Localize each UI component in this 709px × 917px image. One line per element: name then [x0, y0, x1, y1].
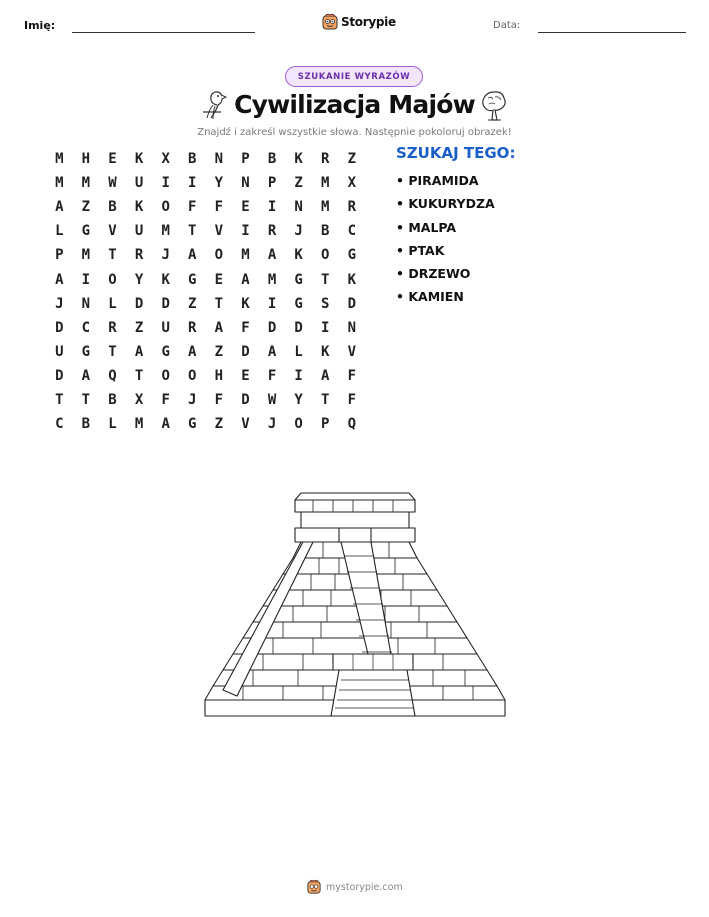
page-title: Cywilizacja Majów — [234, 90, 475, 119]
grid-letter: P — [321, 416, 330, 433]
grid-letter: M — [81, 175, 91, 192]
grid-letter: U — [55, 343, 64, 360]
grid-letter: D — [55, 319, 64, 336]
grid-letter: A — [188, 343, 197, 360]
grid-letter: Z — [214, 416, 224, 433]
grid-letter: L — [294, 343, 303, 360]
grid-letter: A — [267, 343, 277, 360]
grid-letter: V — [347, 343, 357, 360]
grid-letter: V — [214, 223, 224, 240]
grid-letter: A — [321, 367, 330, 384]
grid-letter: D — [241, 343, 250, 360]
grid-letter: D — [161, 295, 170, 312]
grid-letter: Z — [214, 343, 224, 360]
grid-row — [46, 388, 365, 412]
grid-letter: R — [108, 319, 117, 336]
grid-row — [46, 412, 365, 436]
grid-letter: S — [321, 295, 330, 312]
grid-letter: J — [294, 223, 303, 240]
grid-letter: K — [321, 343, 330, 360]
grid-letter: B — [188, 151, 197, 168]
grid-letter: R — [188, 319, 197, 336]
date-label: Data: — [493, 20, 521, 31]
grid-letter: G — [347, 247, 357, 264]
grid-letter: M — [55, 175, 64, 192]
grid-letter: Z — [81, 199, 91, 216]
instructions: Znajdź i zakreśl wszystkie słowa. Następnie pokoloruj obrazek! — [197, 127, 512, 138]
grid-letter: T — [188, 223, 197, 240]
grid-letter: K — [161, 271, 170, 288]
grid-letter: G — [81, 343, 91, 360]
grid-letter: R — [267, 223, 277, 240]
grid-row — [46, 219, 365, 243]
mayan-pyramid-illustration — [203, 490, 507, 722]
grid-letter: U — [161, 319, 170, 336]
grid-letter: D — [347, 295, 357, 312]
grid-letter: G — [188, 271, 197, 288]
grid-letter: I — [294, 367, 303, 384]
grid-letter: E — [241, 367, 250, 384]
grid-letter: O — [161, 367, 170, 384]
grid-letter: F — [267, 367, 277, 384]
grid-letter: F — [347, 391, 357, 408]
grid-letter: N — [347, 319, 357, 336]
word-list — [396, 170, 495, 310]
grid-letter: E — [214, 271, 224, 288]
grid-letter: N — [294, 199, 303, 216]
grid-letter: Y — [134, 271, 144, 288]
grid-letter: L — [55, 223, 64, 240]
storypie-logo-icon — [307, 879, 321, 895]
grid-letter: O — [214, 247, 224, 264]
grid-letter: L — [108, 295, 117, 312]
grid-letter: M — [321, 199, 330, 216]
grid-letter: T — [108, 247, 117, 264]
date-line — [538, 32, 686, 33]
grid-letter: B — [108, 391, 117, 408]
tree-icon — [480, 89, 508, 123]
grid-letter: A — [241, 271, 250, 288]
grid-row — [46, 243, 365, 267]
grid-letter: F — [214, 199, 224, 216]
brand — [322, 12, 396, 32]
grid-letter: A — [161, 416, 170, 433]
grid-letter: X — [347, 175, 357, 192]
grid-letter: I — [188, 175, 197, 192]
grid-letter: P — [55, 247, 64, 264]
grid-letter: J — [188, 391, 197, 408]
grid-letter: A — [267, 247, 277, 264]
grid-letter: M — [81, 247, 91, 264]
grid-letter: Q — [347, 416, 357, 433]
grid-letter: I — [81, 271, 91, 288]
grid-letter: D — [134, 295, 144, 312]
grid-letter: U — [134, 175, 144, 192]
grid-letter: A — [55, 271, 64, 288]
grid-letter: N — [241, 175, 250, 192]
grid-letter: V — [241, 416, 250, 433]
grid-letter: I — [241, 223, 250, 240]
grid-letter: T — [55, 391, 64, 408]
footer-url: mystorypie.com — [326, 881, 403, 893]
grid-letter: M — [267, 271, 277, 288]
grid-letter: G — [294, 271, 303, 288]
grid-letter: M — [161, 223, 170, 240]
grid-letter: Y — [294, 391, 303, 408]
grid-letter: M — [55, 151, 64, 168]
grid-letter: J — [55, 295, 64, 312]
grid-letter: E — [241, 199, 250, 216]
grid-letter: C — [55, 416, 64, 433]
grid-letter: V — [108, 223, 117, 240]
grid-letter: H — [214, 367, 224, 384]
word-item: • KUKURYDZA — [396, 196, 495, 212]
grid-letter: B — [267, 151, 277, 168]
grid-letter: G — [188, 416, 197, 433]
grid-letter: I — [267, 295, 277, 312]
grid-letter: N — [81, 295, 91, 312]
grid-letter: P — [241, 151, 250, 168]
word-item: • KAMIEN — [396, 289, 464, 305]
grid-row — [46, 147, 365, 171]
grid-letter: R — [347, 199, 357, 216]
grid-row — [46, 292, 365, 316]
grid-letter: C — [347, 223, 357, 240]
grid-letter: T — [321, 271, 330, 288]
grid-row — [46, 267, 365, 291]
grid-letter: I — [267, 199, 277, 216]
grid-letter: Y — [214, 175, 224, 192]
grid-letter: O — [188, 367, 197, 384]
grid-letter: B — [81, 416, 91, 433]
footer — [307, 879, 403, 895]
grid-letter: B — [108, 199, 117, 216]
word-item: • PIRAMIDA — [396, 173, 479, 188]
grid-letter: P — [267, 175, 277, 192]
grid-letter: M — [321, 175, 330, 192]
grid-letter: A — [55, 199, 64, 216]
grid-letter: G — [294, 295, 303, 312]
grid-letter: M — [241, 247, 250, 264]
grid-letter: A — [214, 319, 224, 336]
grid-letter: F — [161, 391, 170, 408]
grid-row — [46, 171, 365, 195]
grid-letter: R — [134, 247, 144, 264]
grid-letter: K — [294, 247, 303, 264]
grid-letter: A — [81, 367, 91, 384]
letter-grid — [46, 147, 365, 436]
grid-letter: J — [267, 416, 277, 433]
grid-letter: R — [321, 151, 330, 168]
name-line — [72, 32, 255, 33]
grid-letter: W — [267, 391, 277, 408]
grid-letter: Q — [108, 367, 117, 384]
grid-row — [46, 340, 365, 364]
grid-letter: D — [241, 391, 250, 408]
grid-letter: A — [134, 343, 144, 360]
grid-letter: T — [214, 295, 224, 312]
grid-letter: D — [294, 319, 303, 336]
grid-letter: K — [134, 199, 144, 216]
word-item: • DRZEWO — [396, 266, 471, 282]
grid-letter: N — [214, 151, 224, 168]
grid-letter: F — [188, 199, 197, 216]
grid-row — [46, 364, 365, 388]
grid-letter: X — [134, 391, 144, 408]
grid-letter: F — [214, 391, 224, 408]
grid-letter: D — [55, 367, 64, 384]
grid-letter: J — [161, 247, 170, 264]
grid-letter: B — [321, 223, 330, 240]
word-item: • PTAK — [396, 242, 445, 258]
grid-letter: I — [321, 319, 330, 336]
grid-letter: Z — [188, 295, 197, 312]
grid-letter: O — [108, 271, 117, 288]
grid-letter: E — [108, 151, 117, 168]
grid-letter: W — [108, 175, 117, 192]
grid-letter: K — [241, 295, 250, 312]
grid-letter: K — [347, 271, 357, 288]
grid-letter: A — [188, 247, 197, 264]
grid-letter: T — [108, 343, 117, 360]
grid-letter: X — [161, 151, 170, 168]
grid-letter: U — [134, 223, 144, 240]
grid-letter: F — [347, 367, 357, 384]
name-label: Imię: — [24, 19, 56, 32]
grid-letter: K — [294, 151, 303, 168]
grid-letter: D — [267, 319, 277, 336]
grid-letter: C — [81, 319, 91, 336]
grid-letter: H — [81, 151, 91, 168]
grid-letter: Z — [294, 175, 303, 192]
grid-letter: I — [161, 175, 170, 192]
category-badge: SZUKANIE WYRAZÓW — [285, 66, 423, 87]
storypie-logo-icon — [322, 13, 338, 31]
word-list-title: SZUKAJ TEGO: — [396, 144, 516, 162]
grid-letter: K — [134, 151, 144, 168]
grid-letter: Z — [134, 319, 144, 336]
grid-letter: O — [294, 416, 303, 433]
grid-row — [46, 316, 365, 340]
grid-letter: T — [134, 367, 144, 384]
brand-name: Storypie — [341, 15, 396, 29]
grid-row — [46, 195, 365, 219]
grid-letter: M — [134, 416, 144, 433]
grid-letter: F — [241, 319, 250, 336]
grid-letter: T — [321, 391, 330, 408]
grid-letter: G — [161, 343, 170, 360]
word-item: • MALPA — [396, 219, 457, 235]
grid-letter: G — [81, 223, 91, 240]
grid-letter: T — [81, 391, 91, 408]
grid-letter: O — [321, 247, 330, 264]
grid-letter: Z — [347, 151, 357, 168]
grid-letter: O — [161, 199, 170, 216]
grid-letter: L — [108, 416, 117, 433]
